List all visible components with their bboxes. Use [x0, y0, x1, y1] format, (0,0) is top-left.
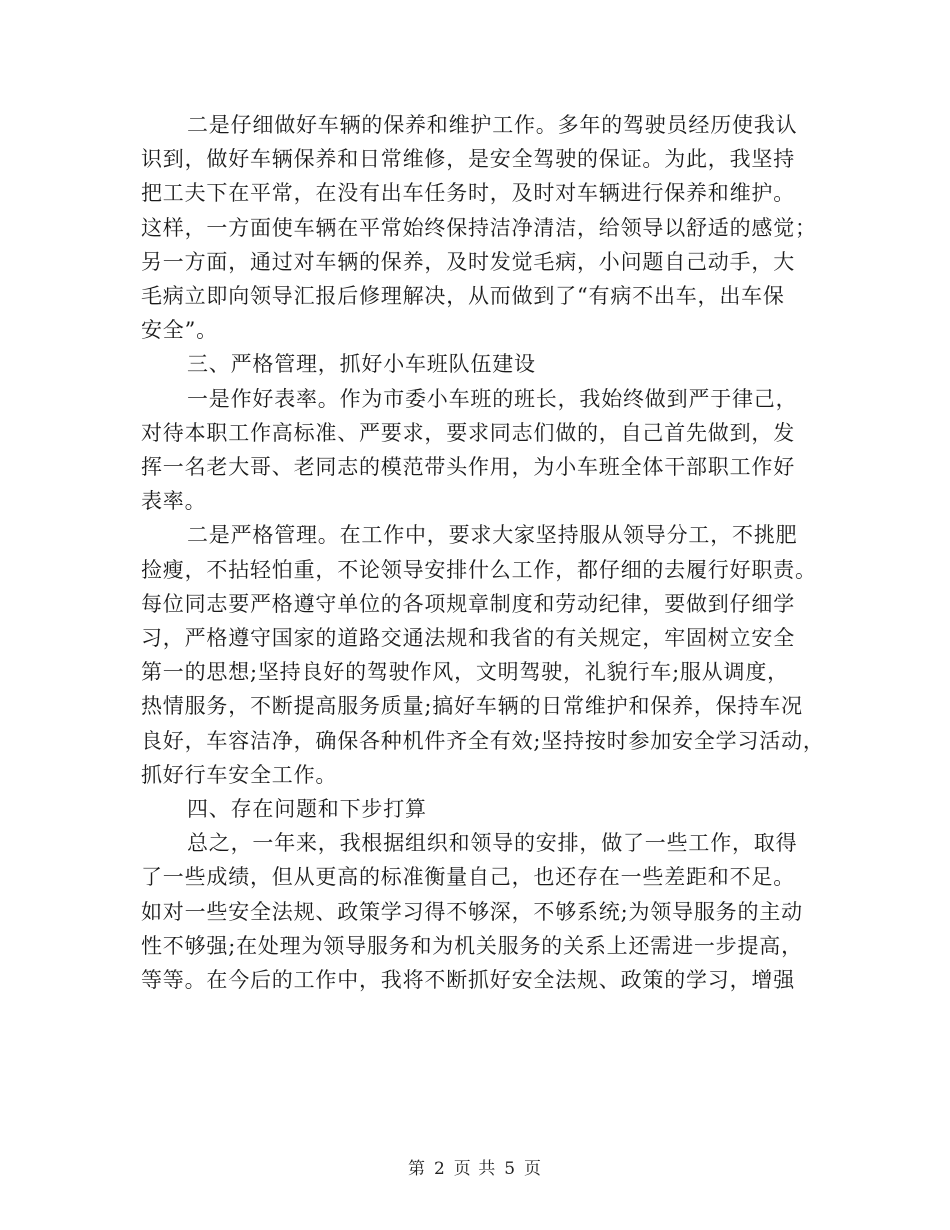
- paragraph: [141, 792, 809, 826]
- paragraph: [141, 518, 825, 792]
- paragraph: [141, 108, 817, 347]
- text-line: 二是仔细做好车辆的保养和维护工作。多年的驾驶员经历使我认: [187, 113, 798, 137]
- text-line: 表率。: [141, 489, 207, 514]
- document-body: [141, 108, 825, 997]
- paragraph: [141, 347, 809, 381]
- text-line: 这样，一方面使车辆在平常始终保持洁净清洁，给领导以舒适的感觉；: [141, 215, 817, 240]
- text-line: 捡瘦，不拈轻怕重，不论领导安排什么工作，都仔细的去履行好职责。: [141, 557, 817, 582]
- text-line: 良好，车容洁净，确保各种机件齐全有效;坚持按时参加安全学习活动，: [141, 728, 825, 753]
- footer-suffix: 页: [524, 1159, 543, 1179]
- text-line: 毛病立即向领导汇报后修理解决，从而做到了“有病不出车，出车保: [141, 284, 785, 309]
- text-line: 每位同志要严格遵守单位的各项规章制度和劳动纪律，要做到仔细学: [141, 591, 795, 616]
- text-line: 热情服务，不断提高服务质量;搞好车辆的日常维护和保养，保持车况: [141, 694, 803, 719]
- text-line: 第一的思想;坚持良好的驾驶作风，文明驾驶，礼貌行车;服从调度，: [141, 660, 789, 685]
- text-line: 了一些成绩，但从更高的标准衡量自己，也还存在一些差距和不足。: [141, 865, 795, 890]
- text-line: 挥一名老大哥、老同志的模范带头作用，为小车班全体干部职工作好: [141, 455, 795, 480]
- paragraph: [141, 826, 809, 997]
- text-line: 习，严格遵守国家的道路交通法规和我省的有关规定，牢固树立安全: [141, 626, 795, 651]
- text-line: 四、存在问题和下步打算: [187, 797, 427, 822]
- text-line: 识到，做好车辆保养和日常维修，是安全驾驶的保证。为此，我坚持: [141, 147, 795, 172]
- text-line: 对待本职工作高标准、严要求，要求同志们做的，自己首先做到，发: [141, 420, 795, 445]
- text-line: 总之，一年来，我根据组织和领导的安排，做了一些工作，取得: [187, 831, 798, 856]
- text-line: 把工夫下在平常，在没有出车任务时，及时对车辆进行保养和维护。: [141, 181, 795, 206]
- paragraph: [141, 382, 809, 519]
- text-line: 安全”。: [141, 318, 218, 343]
- footer-prefix: 第: [407, 1159, 426, 1179]
- text-line: 三、严格管理，抓好小车班队伍建设: [187, 352, 536, 377]
- text-line: 另一方面，通过对车辆的保养，及时发觉毛病，小问题自己动手，大: [141, 249, 795, 274]
- text-line: 如对一些安全法规、政策学习得不够深，不够系统;为领导服务的主动: [141, 899, 803, 924]
- footer-middle: 页 共: [453, 1159, 497, 1179]
- text-line: 性不够强;在处理为领导服务和为机关服务的关系上还需进一步提高，: [141, 933, 803, 958]
- text-line: 二是严格管理。在工作中，要求大家坚持服从领导分工，不挑肥: [187, 523, 798, 548]
- text-line: 一是作好表率。作为市委小车班的班长，我始终做到严于律己，: [187, 386, 798, 411]
- text-line: 等等。在今后的工作中，我将不断抓好安全法规、政策的学习，增强: [141, 968, 795, 993]
- footer-total-pages: 5: [504, 1159, 517, 1179]
- page-footer: [0, 1154, 950, 1179]
- footer-current-page: 2: [433, 1159, 446, 1179]
- text-line: 抓好行车安全工作。: [141, 762, 338, 787]
